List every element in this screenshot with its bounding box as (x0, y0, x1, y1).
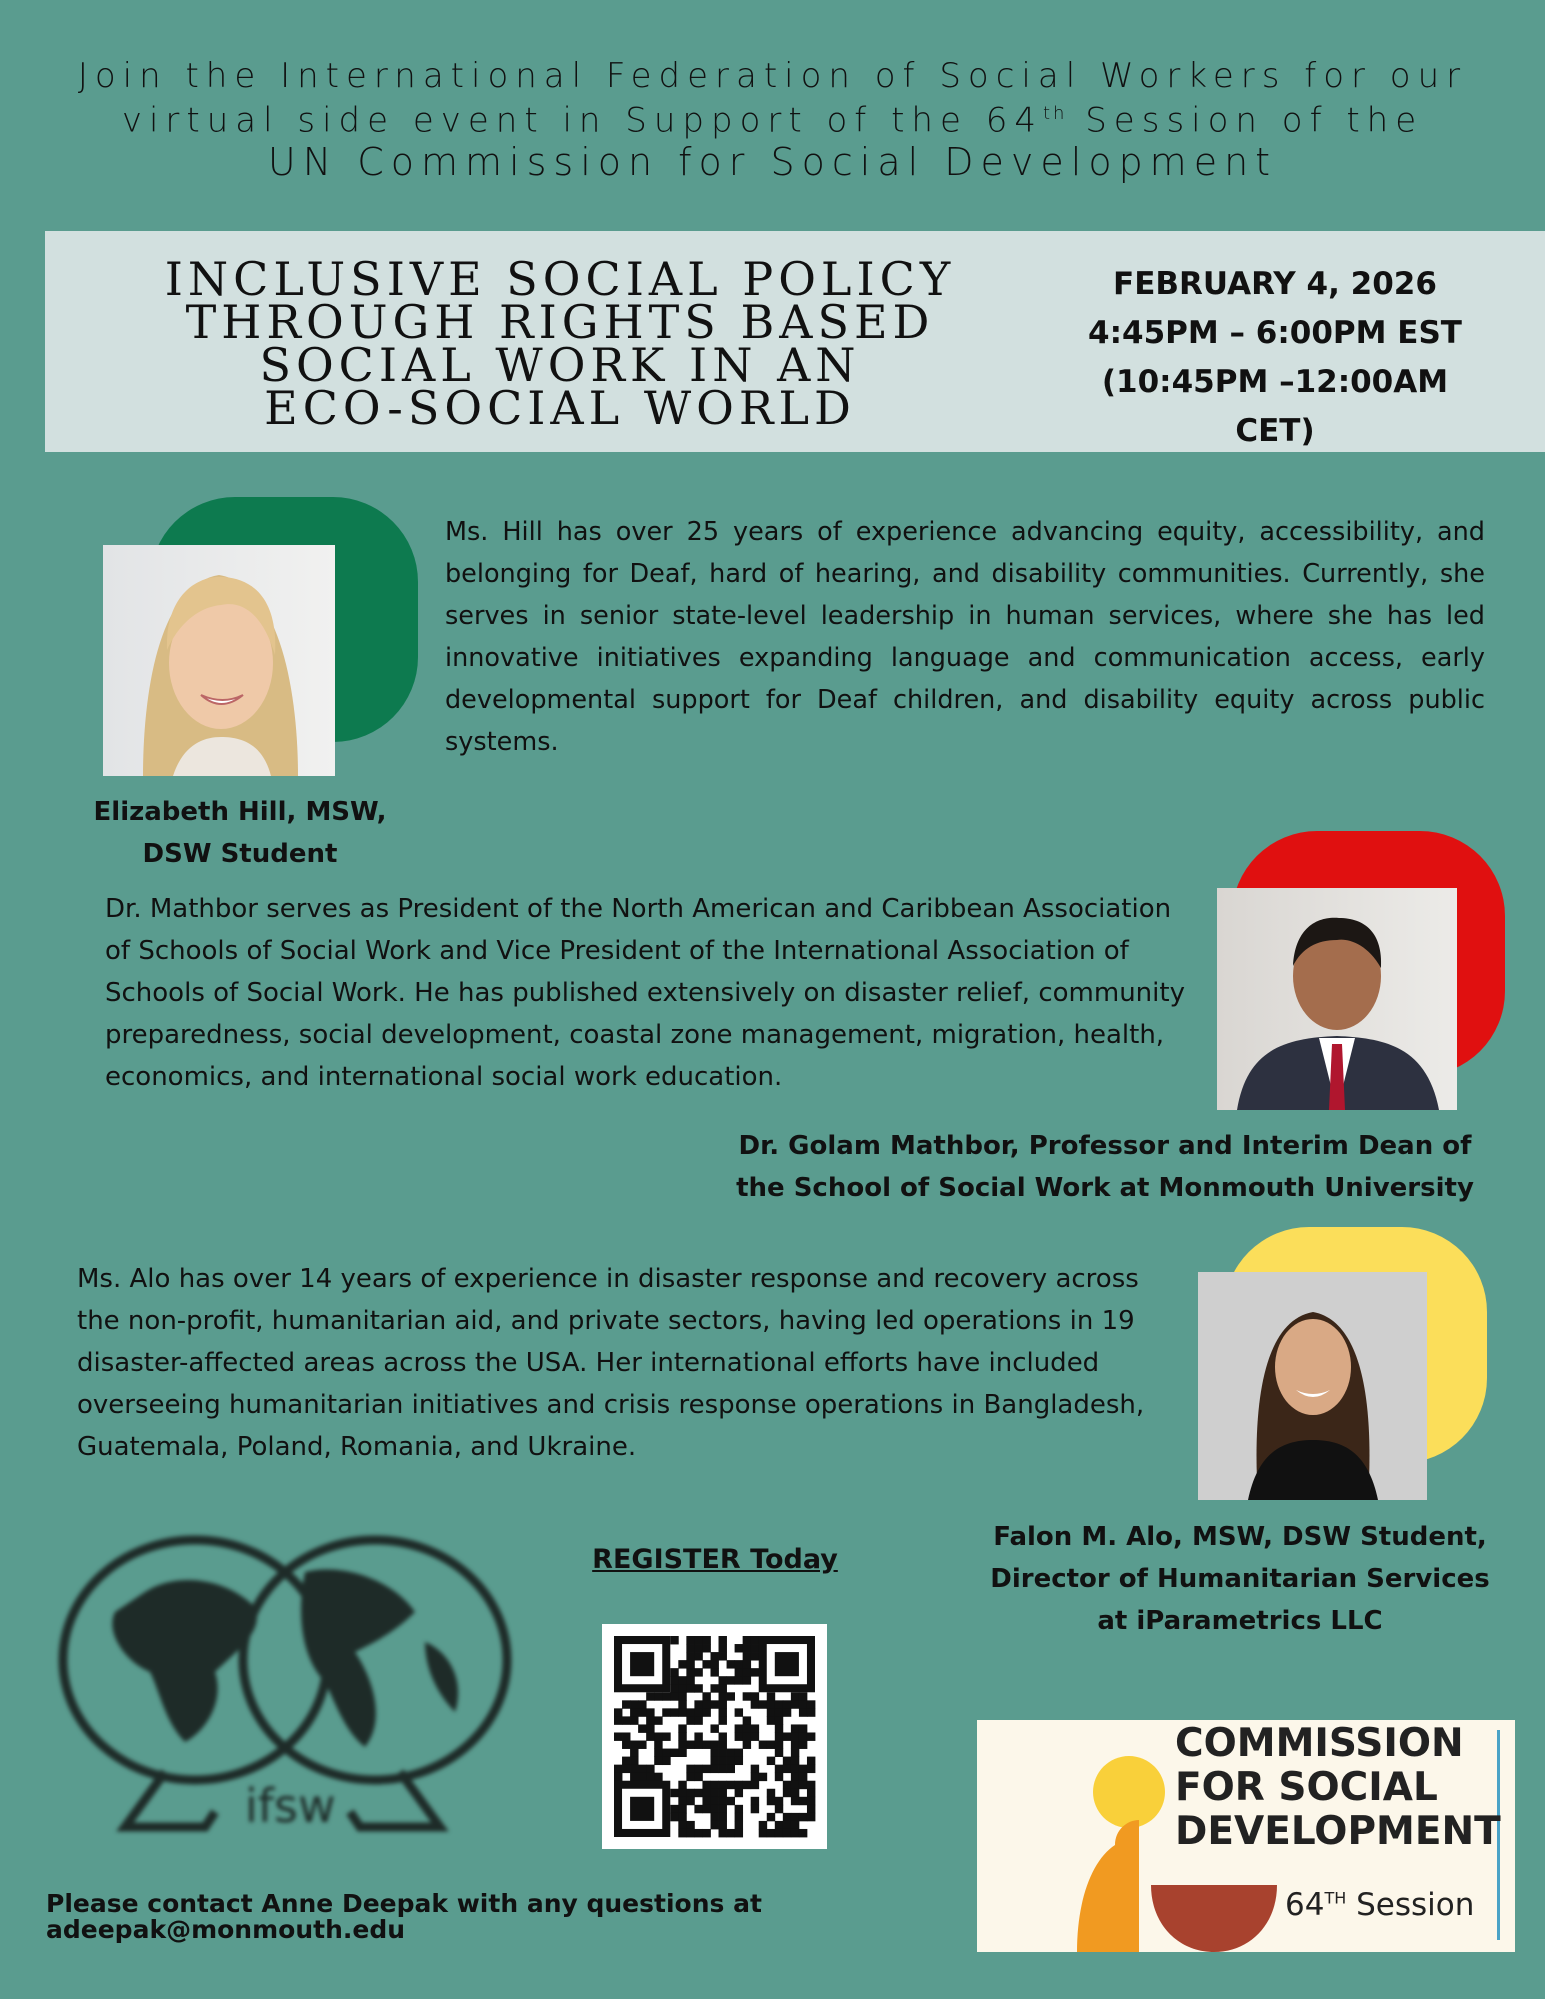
speaker-1-name-line-2: DSW Student (142, 839, 338, 869)
speaker-3-bio: Ms. Alo has over 14 years of experience in disaster response and recovery across the non-profit, humanitarian aid, and private sectors, having led operations in 19 disaster-affected areas across the USA. Her international efforts have included overseeing humanitarian initiatives and crisis response operations in Bangladesh, Guatemala, Poland, Romania, and Ukraine. (77, 1264, 1145, 1462)
ifsw-logo-text: ifsw (245, 1779, 336, 1833)
event-datetime (1050, 260, 1500, 456)
contact-line-1: Please contact Anne Deepak with any questions at (46, 1889, 762, 1918)
register-link[interactable]: REGISTER Today (592, 1544, 838, 1575)
event-title-line-3: SOCIAL WORK IN AN (259, 338, 861, 392)
event-title-line-2: THROUGH RIGHTS BASED (185, 295, 935, 349)
event-time-cet-2: CET) (1235, 413, 1315, 449)
csd-session-number: 64 (1285, 1887, 1325, 1923)
speaker-2-bio: Dr. Mathbor serves as President of the North American and Caribbean Association of Schools of Social Work and Vice President of the International Association of Schools of Social Work. He has published extensively on disaster relief, community preparedness, social development, coastal zone management, migration, health, economics, and international social work education. (105, 894, 1185, 1092)
person-portrait-icon (1198, 1272, 1427, 1500)
intro-line-2b: Session of the (1067, 100, 1424, 141)
event-date: FEBRUARY 4, 2026 (1113, 266, 1437, 302)
qr-code[interactable] (602, 1624, 827, 1849)
event-time-est: 4:45PM – 6:00PM EST (1088, 315, 1462, 351)
intro-line-3: UN Commission for Social Development (267, 140, 1278, 185)
contact-email[interactable]: adeepak@monmouth.edu (46, 1915, 406, 1944)
intro-heading (0, 58, 1545, 185)
csd-logo-line-3: DEVELOPMENT (1175, 1809, 1501, 1854)
person-portrait-icon (103, 545, 335, 776)
speaker-1-name-line-1: Elizabeth Hill, MSW, (93, 797, 387, 827)
speaker-3-name-line-2: Director of Humanitarian Services (990, 1564, 1490, 1594)
csd-session-sup: TH (1324, 1888, 1347, 1908)
globe-icon (55, 1522, 525, 1862)
event-time-cet: (10:45PM –12:00AM (1101, 364, 1449, 400)
speaker-2-photo (1217, 888, 1457, 1110)
csd-logo-title (1175, 1722, 1505, 1854)
csd-logo-line-1: COMMISSION (1175, 1721, 1464, 1766)
intro-line-1: Join the International Federation of Social Workers for our (77, 56, 1468, 96)
csd-logo-session (1285, 1887, 1474, 1923)
csd-session-word: Session (1346, 1887, 1475, 1923)
event-title (95, 252, 1025, 435)
event-title-line-1: INCLUSIVE SOCIAL POLICY (164, 252, 956, 306)
speaker-3-name (960, 1516, 1520, 1642)
csd-logo-line-2: FOR SOCIAL (1175, 1765, 1438, 1810)
qr-code-icon (602, 1624, 827, 1849)
intro-line-2-sup: th (1042, 103, 1068, 124)
event-title-line-4: ECO-SOCIAL WORLD (264, 381, 856, 435)
ifsw-logo (55, 1522, 525, 1862)
speaker-3-photo (1198, 1272, 1427, 1500)
speaker-2-name-line-2: the School of Social Work at Monmouth University (736, 1173, 1474, 1203)
speaker-3-name-line-1: Falon M. Alo, MSW, DSW Student, (993, 1522, 1487, 1552)
intro-line-2a: virtual side event in Support of the 64 (121, 100, 1043, 141)
speaker-3-name-line-3: at iParametrics LLC (1097, 1606, 1383, 1636)
intro-line-2 (0, 95, 1545, 139)
contact-info (46, 1891, 846, 1943)
speaker-2-name-line-1: Dr. Golam Mathbor, Professor and Interim Dean of (738, 1131, 1472, 1161)
speaker-1-name (60, 791, 420, 875)
speaker-1-photo (103, 545, 335, 776)
speaker-2-name (700, 1125, 1510, 1209)
person-portrait-icon (1217, 888, 1457, 1110)
speaker-1-bio: Ms. Hill has over 25 years of experience advancing equity, accessibility, and belonging for Deaf, hard of hearing, and disability communities. Currently, she serves in senior state-level leadership in human services, where she has led innovative initiatives expanding language and communication access, early developmental support for Deaf children, and disability equity across public systems. (445, 517, 1485, 757)
